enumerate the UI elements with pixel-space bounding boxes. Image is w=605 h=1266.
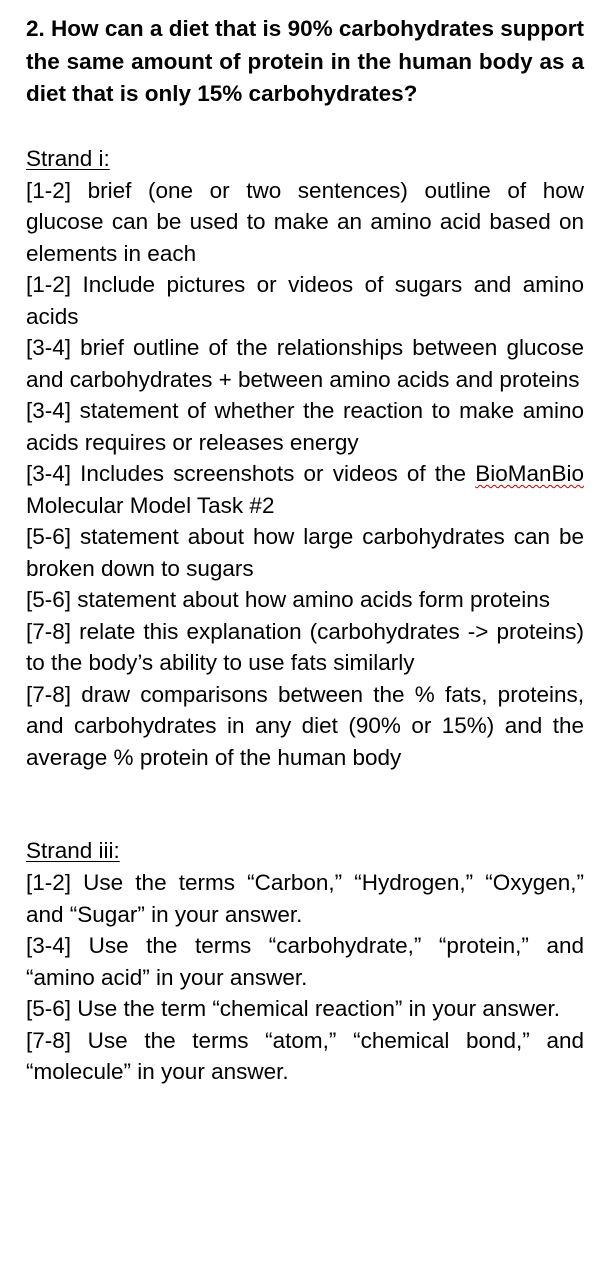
criterion-item: [1-2] Use the terms “Carbon,” “Hydrogen,” “Oxygen,” and “Sugar” in your answer. [26, 870, 584, 927]
spellcheck-flagged-word[interactable]: BioManBio [475, 461, 584, 486]
criterion-text: Molecular Model Task #2 [26, 492, 275, 518]
criterion-item: [7-8] draw comparisons between the % fats, proteins, and carbohydrates in any diet (90% or 15%) and the average % protein of the human body [26, 681, 584, 770]
strand-i-heading: Strand i: [26, 145, 110, 171]
criterion-item: [1-2] brief (one or two sentences) outline of how glucose can be used to make an amino acid based on elements in each [26, 177, 584, 266]
criterion-item: [3-4] Use the terms “carbohydrate,” “protein,” and “amino acid” in your answer. [26, 933, 584, 990]
question-heading: 2. How can a diet that is 90% carbohydrates support the same amount of protein in the human body as a diet that is only 15% carbohydrates? [26, 16, 584, 106]
strand-i-section [26, 143, 584, 774]
criterion-item [26, 458, 584, 521]
criterion-item: [5-6] statement about how amino acids form proteins [26, 587, 551, 612]
criterion-item: [5-6] statement about how large carbohydrates can be broken down to sugars [26, 524, 584, 581]
criterion-item: [3-4] statement of whether the reaction to make amino acids requires or releases energy [26, 398, 584, 455]
criterion-text: [3-4] Includes screenshots or videos of the [26, 461, 476, 486]
criterion-item: [7-8] Use the terms “atom,” “chemical bond,” and “molecule” in your answer. [26, 1027, 584, 1084]
criterion-item: [5-6] Use the term “chemical reaction” in your answer. [26, 996, 560, 1021]
criterion-item: [3-4] brief outline of the relationships between glucose and carbohydrates + between amino acids and proteins [26, 335, 584, 392]
strand-iii-section [26, 835, 584, 1088]
criterion-item: [1-2] Include pictures or videos of sugars and amino acids [26, 272, 584, 329]
criterion-item: [7-8] relate this explanation (carbohydrates -> proteins) to the body’s ability to use fats similarly [26, 618, 584, 675]
strand-iii-heading: Strand iii: [26, 838, 120, 863]
